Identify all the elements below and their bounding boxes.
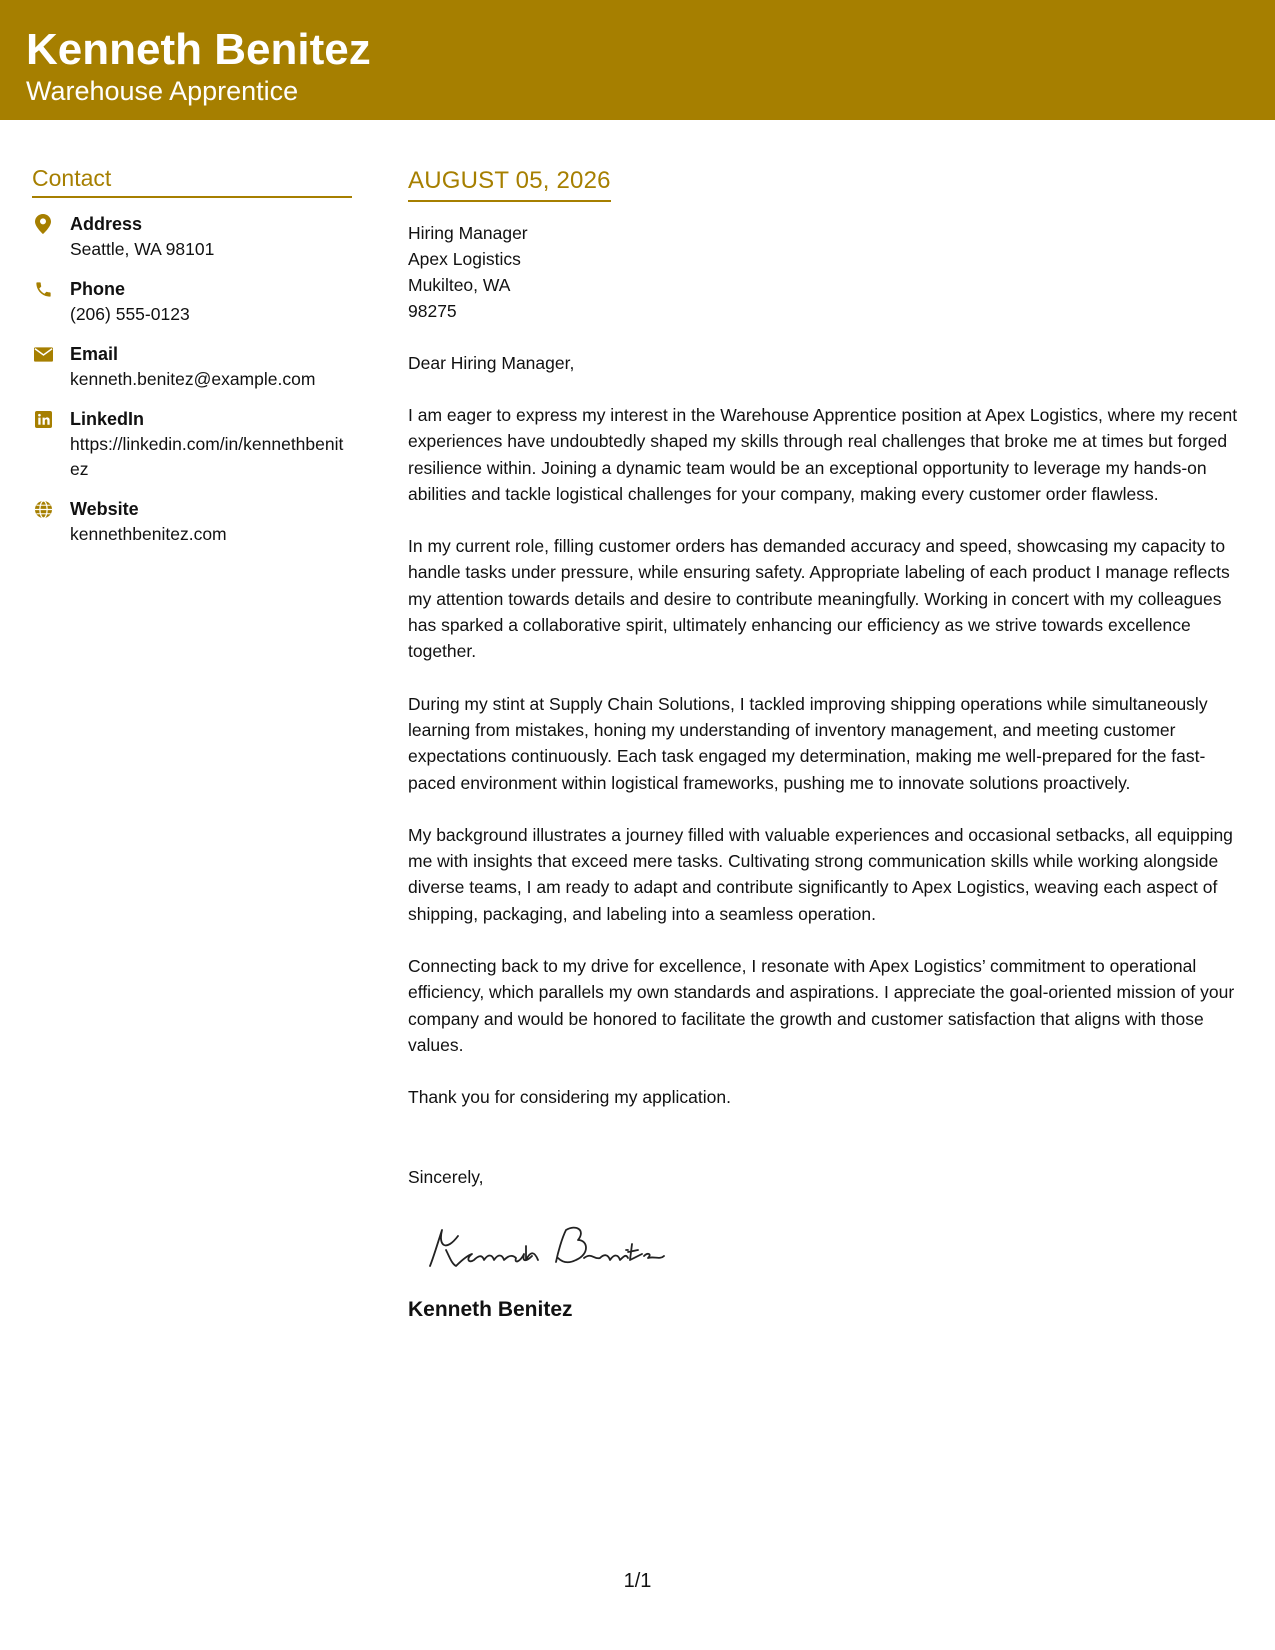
linkedin-icon xyxy=(32,408,54,430)
salutation: Dear Hiring Manager, xyxy=(408,353,575,373)
contact-item-phone xyxy=(32,277,352,327)
globe-icon xyxy=(32,498,54,520)
contact-label: Email xyxy=(70,344,119,364)
handwritten-signature xyxy=(416,1216,1250,1276)
closing: Sincerely, xyxy=(408,1166,484,1187)
recipient-line: Mukilteo, WA xyxy=(408,275,511,295)
recipient-line: Apex Logistics xyxy=(408,249,521,269)
contact-heading: Contact xyxy=(32,162,352,198)
applicant-name: Kenneth Benitez xyxy=(26,25,371,74)
contact-item-linkedin xyxy=(32,407,352,482)
signer-name: Kenneth Benitez xyxy=(408,1297,573,1321)
recipient-line: 98275 xyxy=(408,301,457,321)
contact-value[interactable]: kenneth.benitez@example.com xyxy=(70,369,316,389)
page-header xyxy=(0,0,1275,120)
contact-value: Seattle, WA 98101 xyxy=(70,239,215,259)
contact-sidebar xyxy=(32,162,352,562)
phone-icon xyxy=(32,278,54,300)
contact-value: (206) 555-0123 xyxy=(70,304,190,324)
contact-label: LinkedIn xyxy=(70,409,145,429)
contact-item-email xyxy=(32,342,352,392)
contact-item-website xyxy=(32,497,352,547)
letter-paragraph: In my current role, filling customer orders has demanded accuracy and speed, showcasing my capacity to handle tasks under pressure, while ensuring safety. Appropriate labeling of each product I manage reflects my attention towards details and desire to contribute meaningfully. Working in concert with my colleagues has sparked a collaborative spirit, ultimately enhancing our efficiency as we strive towards excellence together. xyxy=(408,536,1230,662)
contact-label: Website xyxy=(70,499,139,519)
recipient-line: Hiring Manager xyxy=(408,223,528,243)
page-number: 1/1 xyxy=(623,1570,652,1592)
contact-label: Phone xyxy=(70,279,126,299)
letter-paragraph: Thank you for considering my application. xyxy=(408,1087,731,1108)
contact-label: Address xyxy=(70,214,143,234)
letter-date: AUGUST 05, 2026 xyxy=(408,165,611,202)
contact-item-address xyxy=(32,212,352,262)
contact-list xyxy=(32,212,352,547)
contact-value[interactable]: https://linkedin.com/in/kennethbenitez xyxy=(70,434,344,479)
map-pin-icon xyxy=(32,213,54,235)
letter-body xyxy=(408,165,1250,1324)
letter-paragraph: I am eager to express my interest in the Warehouse Apprentice position at Apex Logistics, where my recent experiences have undoubtedly shaped my skills through real challenges that broke me at times but forged resilience within. Joining a dynamic team would be an exceptional opportunity to leverage my hands-on abilities and tackle logistical challenges for your company, making every customer order flawless. xyxy=(408,405,1238,504)
applicant-role: Warehouse Apprentice xyxy=(26,76,299,106)
envelope-icon xyxy=(32,343,54,365)
letter-paragraph: Connecting back to my drive for excellence, I resonate with Apex Logistics’ commitment to operational efficiency, which parallels my own standards and aspirations. I appreciate the goal-oriented mission of your company and would be honored to facilitate the growth and customer satisfaction that aligns with those values. xyxy=(408,956,1235,1055)
contact-value[interactable]: kennethbenitez.com xyxy=(70,524,227,544)
letter-paragraph: My background illustrates a journey filled with valuable experiences and occasional setbacks, all equipping me with insights that exceed mere tasks. Cultivating strong communication skills while working alongside diverse teams, I am ready to adapt and contribute significantly to Apex Logistics, weaving each aspect of shipping, packaging, and labeling into a seamless operation. xyxy=(408,824,1233,924)
letter-paragraph: During my stint at Supply Chain Solutions, I tackled improving shipping operations while simultaneously learning from mistakes, honing my understanding of inventory management, and meeting customer expectations continuously. Each task engaged my determination, making me well-prepared for the fast-paced environment within logistical frameworks, pushing me to innovate solutions proactively. xyxy=(408,693,1208,793)
recipient-block xyxy=(408,220,1250,324)
